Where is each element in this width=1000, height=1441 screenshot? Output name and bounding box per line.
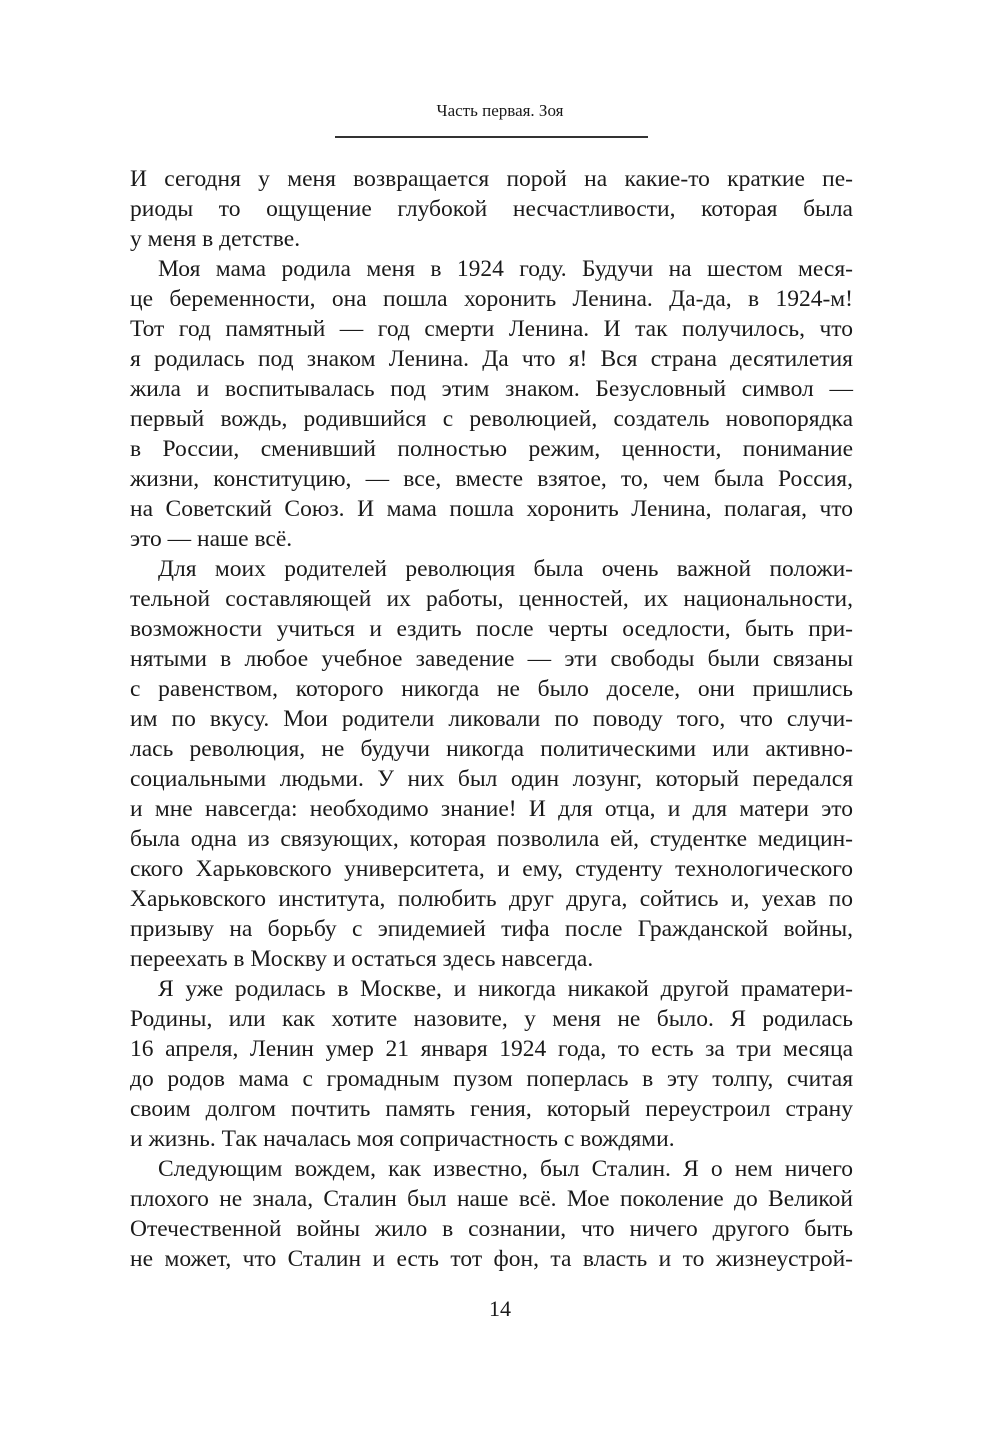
text-line: своим долгом почтить память гения, который переустроил страну bbox=[130, 1096, 853, 1122]
text-line: переехать в Москву и остаться здесь навсегда. bbox=[130, 946, 594, 972]
text-line: первый вождь, родившийся с революцией, создатель новопорядка bbox=[130, 406, 853, 432]
page-number: 14 bbox=[489, 1296, 511, 1321]
text-line: Для моих родителей революция была очень важной положи- bbox=[158, 556, 853, 582]
text-line: Моя мама родила меня в 1924 году. Будучи на шестом меся- bbox=[158, 256, 853, 282]
text-line: в России, сменивший полностью режим, ценности, понимание bbox=[130, 436, 853, 462]
text-line: риоды то ощущение глубокой несчастливости, которая была bbox=[130, 196, 853, 222]
text-line: Харьковского института, полюбить друг друга, сойтись и, уехав по bbox=[130, 886, 853, 912]
text-line: нятыми в любое учебное заведение — эти свободы были связаны bbox=[130, 646, 853, 672]
text-line: и жизнь. Так началась моя сопричастность с вождями. bbox=[130, 1126, 675, 1152]
text-line: и мне навсегда: необходимо знание! И для отца, и для матери это bbox=[130, 796, 853, 822]
text-line: Тот год памятный — год смерти Ленина. И так получилось, что bbox=[130, 316, 853, 342]
text-line: призыву на борьбу с эпидемией тифа после Гражданской войны, bbox=[130, 916, 853, 942]
text-line: 16 апреля, Ленин умер 21 января 1924 года, то есть за три месяца bbox=[130, 1036, 853, 1062]
body-text bbox=[130, 164, 853, 1274]
text-line: до родов мама с громадным пузом поперлась в эту толпу, считая bbox=[130, 1066, 853, 1092]
text-line: плохого не знала, Сталин был наше всё. Мое поколение до Великой bbox=[130, 1186, 853, 1212]
text-line: не может, что Сталин и есть тот фон, та власть и то жизнеустрой- bbox=[130, 1246, 853, 1272]
text-line: ского Харьковского университета, и ему, студенту технологического bbox=[130, 856, 853, 882]
paragraph bbox=[130, 1154, 853, 1274]
paragraph bbox=[130, 164, 853, 254]
text-line: це беременности, она пошла хоронить Ленина. Да-да, в 1924-м! bbox=[130, 286, 853, 312]
text-line: у меня в детстве. bbox=[130, 226, 301, 252]
text-line: с равенством, которого никогда не было доселе, они пришлись bbox=[130, 676, 853, 702]
text-line: я родилась под знаком Ленина. Да что я! Вся страна десятилетия bbox=[130, 346, 853, 372]
text-line: на Советский Союз. И мама пошла хоронить Ленина, полагая, что bbox=[130, 496, 853, 522]
text-line: была одна из связующих, которая позволила ей, студентке медицин- bbox=[130, 826, 853, 852]
running-head: Часть первая. Зоя bbox=[436, 101, 564, 120]
text-line: жила и воспитывалась под этим знаком. Безусловный символ — bbox=[130, 376, 853, 402]
paragraph bbox=[130, 254, 853, 554]
text-line: И сегодня у меня возвращается порой на какие-то краткие пе- bbox=[130, 166, 853, 192]
text-line: Следующим вождем, как известно, был Сталин. Я о нем ничего bbox=[158, 1156, 853, 1182]
text-line: жизни, конституцию, — все, вместе взятое, то, чем была Россия, bbox=[130, 466, 853, 492]
text-line: Родины, или как хотите назовите, у меня не было. Я родилась bbox=[130, 1006, 853, 1032]
text-line: социальными людьми. У них был один лозунг, который передался bbox=[130, 766, 853, 792]
text-line: лась революция, не будучи никогда политическими или активно- bbox=[130, 736, 853, 762]
paragraph bbox=[130, 974, 853, 1154]
text-line: Я уже родилась в Москве, и никогда никакой другой праматери- bbox=[158, 976, 853, 1002]
text-line: это — наше всё. bbox=[130, 526, 293, 552]
header-rule bbox=[335, 136, 648, 138]
text-line: возможности учиться и ездить после черты оседлости, быть при- bbox=[130, 616, 853, 642]
text-line: им по вкусу. Мои родители ликовали по поводу того, что случи- bbox=[130, 706, 853, 732]
text-line: тельной составляющей их работы, ценностей, их национальности, bbox=[130, 586, 853, 612]
text-line: Отечественной войны жило в сознании, что ничего другого быть bbox=[130, 1216, 853, 1242]
paragraph bbox=[130, 554, 853, 974]
